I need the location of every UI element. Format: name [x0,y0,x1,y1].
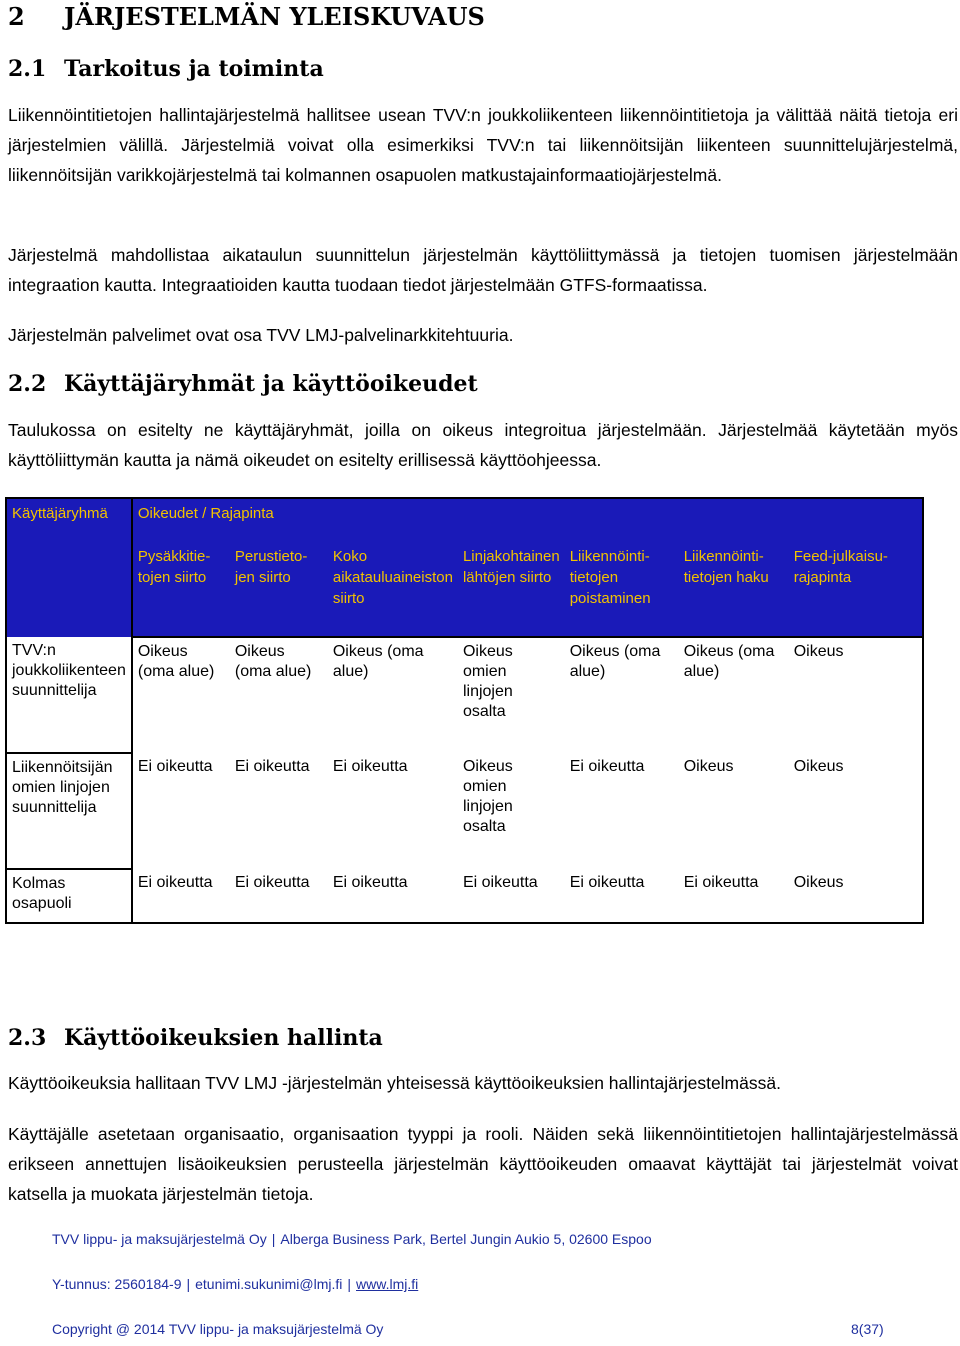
table-cell: Ei oikeutta [565,869,679,923]
table-cell: Ei oikeutta [569,758,645,775]
table-cell: Ei oikeutta [230,869,328,923]
table-cell: Ei oikeutta [328,869,458,923]
table-cell: Oikeus [789,637,923,753]
table-row [6,753,923,869]
table-cell: Oikeus [789,869,923,923]
footer-separator: | [271,1231,276,1247]
section-number: 2 [8,2,25,31]
section-title: JÄRJESTELMÄN YLEISKUVAUS [64,2,485,31]
section-number: 2.3 [8,1025,47,1051]
table-cell: Oikeus (oma alue) [569,643,661,680]
column-header: Perustieto-jen siirto [230,542,328,637]
paragraph-user-roles: Käyttäjälle asetetaan organisaatio, organisaation tyyppi ja rooli. Näiden sekä liikennöintitietojen hallintajärjestelmässä erikseen annettujen lisäoikeuksien perusteella järjestelmän käyttöoikeuden omaavat käyttäjät tai järjestelmät voivat katsella ja muokata järjestelmän tietoja. [8,1124,958,1204]
table-cell: Oikeus omien linjojen osalta [462,643,513,720]
column-header: Pysäkkitie-tojen siirto [132,542,230,637]
table-cell: Oikeus omien linjojen osalta [462,758,513,835]
section-2-3-heading [8,1025,383,1051]
page-number: 8(37) [851,1321,884,1337]
paragraph-purpose: Liikennöintitietojen hallintajärjestelmä hallitsee usean TVV:n joukkoliikenteen liikennöintitietoja ja välittää näitä tietoja eri järjestelmien välillä. Järjestelmiä voivat olla esimerkiksi TVV:n tai liikennöitsijän liikenteen suunnittelujärjestelmä, liikennöitsijän varikkojärjestelmä tai kolmannen osapuolen matkustajainformaatiojärjestelmä. [8,105,958,185]
footer-address: Alberga Business Park, Bertel Jungin Aukio 5, 02600 Espoo [280,1231,652,1247]
footer-business-id: Y-tunnus: 2560184-9 [52,1276,182,1292]
header-permissions-group: Oikeudet / Rajapinta [132,498,923,542]
table-row [6,869,923,923]
table-cell: Oikeus (oma alue) [332,643,424,680]
section-2-heading [8,2,485,31]
row-header: Liikennöitsijän omien linjojen suunnittelija [6,753,132,869]
paragraph-user-groups: Taulukossa on esitelty ne käyttäjäryhmät, joilla on oikeus integroitua järjestelmään. Järjestelmää käytetään myös käyttöliittymän kautta ja nämä oikeudet on esitelty erillisessä käyttöohjeessa. [8,420,958,470]
table-cell: Ei oikeutta [458,869,565,923]
table-cell: Oikeus (oma alue) [137,643,215,680]
table-cell: Oikeus (oma alue) [234,643,312,680]
column-header: Koko aikatauluaineiston siirto [328,542,458,637]
column-header: Feed-julkaisu-rajapinta [789,542,923,637]
table-cell: Oikeus [789,753,923,869]
column-header: Liikennöinti-tietojen poistaminen [565,542,679,637]
section-title: Tarkoitus ja toiminta [64,56,324,82]
header-user-group: Käyttäjäryhmä [6,498,132,637]
footer-separator: | [347,1276,352,1292]
row-header: Kolmas osapuoli [6,869,132,923]
table-cell: Ei oikeutta [234,758,310,775]
paragraph-access-management: Käyttöoikeuksia hallitaan TVV LMJ -järjestelmän yhteisessä käyttöoikeuksien hallintajärjestelmässä. [8,1073,781,1093]
row-header: TVV:n joukkoliikenteen suunnittelija [6,637,132,753]
table-cell: Ei oikeutta [137,758,213,775]
table-cell: Ei oikeutta [132,869,230,923]
footer-copyright: Copyright @ 2014 TVV lippu- ja maksujärjestelmä Oy [52,1321,384,1337]
footer-website-link[interactable]: www.lmj.fi [356,1276,419,1292]
column-header: Liikennöinti-tietojen haku [679,542,789,637]
footer-company-line [52,1231,652,1247]
section-2-2-heading [8,371,478,397]
section-title: Käyttöoikeuksien hallinta [64,1025,383,1051]
section-title: Käyttäjäryhmät ja käyttöoikeudet [64,371,478,397]
table-cell: Ei oikeutta [332,758,408,775]
footer-contact-line [52,1276,418,1292]
footer-email: etunimi.sukunimi@lmj.fi [195,1276,343,1292]
footer-company: TVV lippu- ja maksujärjestelmä Oy [52,1231,267,1247]
section-number: 2.1 [8,56,47,82]
paragraph-scheduling: Järjestelmä mahdollistaa aikataulun suunnittelun järjestelmän käyttöliittymässä ja tietojen tuomisen järjestelmään integraation kautta. Integraatioiden kautta tuodaan tiedot järjestelmään GTFS-formaatissa. [8,245,958,295]
table-cell: Oikeus [683,758,734,775]
table-row [6,637,923,753]
table-cell: Oikeus (oma alue) [683,643,775,680]
section-2-1-heading [8,56,324,82]
column-header: Linjakohtainen lähtöjen siirto [458,542,565,637]
section-number: 2.2 [8,371,47,397]
table-cell: Ei oikeutta [679,869,789,923]
permissions-table [5,497,924,924]
paragraph-servers: Järjestelmän palvelimet ovat osa TVV LMJ-palvelinarkkitehtuuria. [8,325,514,345]
footer-separator: | [186,1276,191,1292]
